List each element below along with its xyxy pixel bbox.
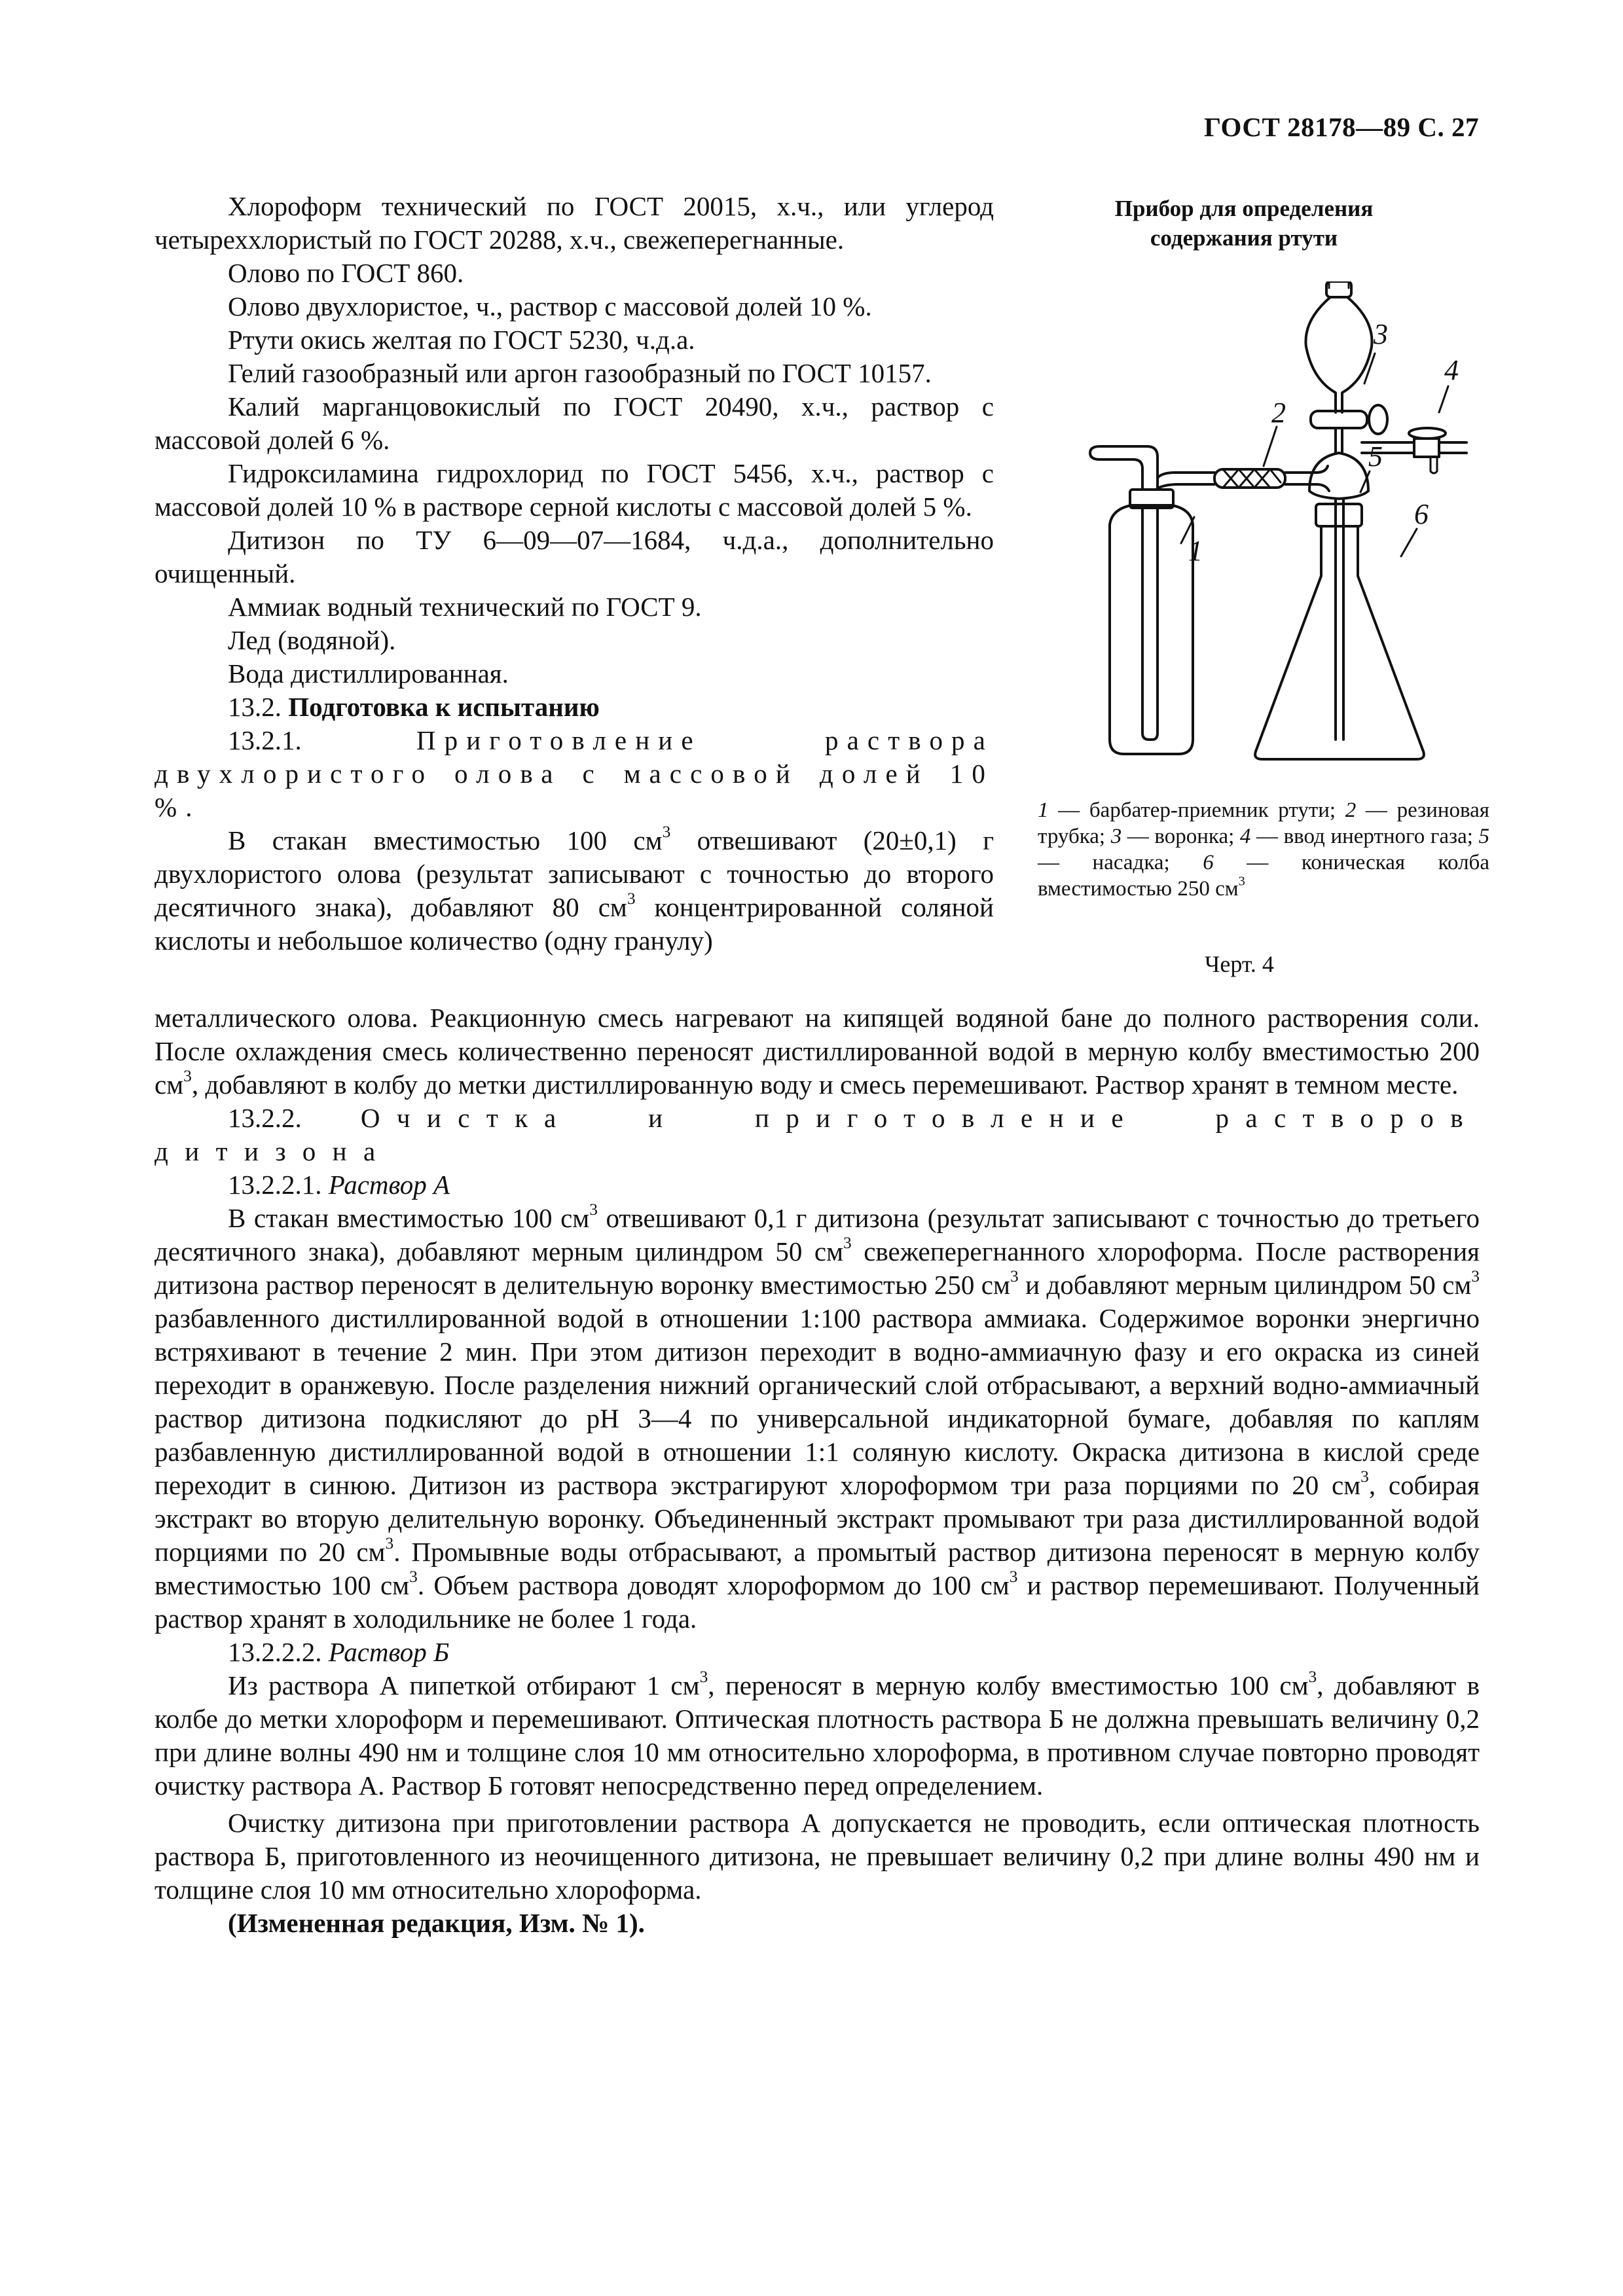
paragraph-solution-a: В стакан вместимостью 100 $см^3$ отвешивают 0,1 г дитизона (результат записывают с точностью до третьего десятичного знака), добавляют мерным цилиндром 50 $см^3$ свежеперегнанного хлороформа. После растворения дитизона раствор переносят в делительную воронку вместимостью 250 $см^3$ и добавляют мерным цилиндром 50 $см^3$ разбавленного дистиллированной водой в отношении 1:100 раствора аммиака. Содержимое воронки энергично встряхивают в течение 2 мин. При этом дитизон переходит в водно-аммиачную фазу и его окраска из синей переходит в оранжевую. После разделения нижний органический слой отбрасывают, а верхний водно-аммиачный раствор дитизона подкисляют до pH 3—4 по универсальной индикаторной бумаге, добавляя по каплям разбавленную дистиллированной водой в отношении 1:1 соляную кислоту. Окраска дитизона в кислой среде переходит в синюю. Дитизон из раствора экстрагируют хлороформом три раза порциями по 20 $см^3$, собирая экстракт во вторую делительную воронку. Объединенный экстракт промывают три раза дистиллированной водой порциями по 20 $см^3$. Промывные воды отбрасывают, а промытый раствор дитизона переносят в мерную колбу вместимостью 100 $см^3$. Объем раствора доводят хлороформом до 100 $см^3$ и раствор перемешивают. Полученный раствор хранят в холодильнике не более 1 года. [155,1200,1480,1634]
section-number: 13.2.2. [228,1103,302,1133]
section-13-2-heading [155,691,994,724]
paragraph-solution-b: Из раствора А пипеткой отбирают 1 $см^3$, переносят в мерную колбу вместимостью 100 $см^3$, добавляют в колбе до метки хлороформ и перемешивают. Оптическая плотность раствора Б не должна превышать величину 0,2 при длине волны 490 нм и толщине слоя 10 мм относительно хлороформа, в противном случае повторно проводят очистку раствора А. Раствор Б готовят непосредственно перед определением. [155,1667,1480,1801]
section-title-spaced: Очистка и приготовление растворов дитизона [155,1103,1480,1166]
reagent-paragraph: Вода дистиллированная. [228,658,509,689]
section-number: 13.2.2.2. [228,1637,322,1667]
section-title: Раствор Б [328,1637,450,1667]
section-title: Подготовка к испытанию [288,692,600,722]
reagent-paragraph: Олово по ГОСТ 860. [228,258,464,288]
reagent-paragraph: Олово двухлористое, ч., раствор с массовой долей 10 %. [228,291,872,321]
page-header: ГОСТ 28178—89 С. 27 [1203,112,1479,142]
apparatus-figure [1048,281,1499,792]
paragraph-note: Очистку дитизона при приготовлении раствора А допускается не проводить, если оптическая плотность раствора Б, приготовленного из неочищенного дитизона, не превышает величину 0,2 при длине волны 490 нм и толщине слоя 10 мм относительно хлороформа. [155,1808,1480,1905]
reagent-paragraph: Аммиак водный технический по ГОСТ 9. [228,592,702,622]
section-number: 13.2.1. [228,725,302,755]
reagent-paragraph: Хлороформ технический по ГОСТ 20015, х.ч., или углерод четыреххлористый по ГОСТ 20288, х.ч., свежеперегнанные. [155,191,994,255]
section-number: 13.2. [228,692,282,722]
reagent-paragraph: Гидроксиламина гидрохлорид по ГОСТ 5456, х.ч., раствор с массовой долей 10 % в растворе серной кислоты с массовой долей 5 %. [155,458,994,522]
label-1: 1 [1188,535,1203,567]
amendment-note: (Измененная редакция, Изм. № 1). [228,1908,645,1938]
section-number: 13.2.2.1. [228,1170,322,1200]
adapter-5 [1309,453,1368,526]
section-13-2-2-2-heading [155,1636,1480,1669]
label-4: 4 [1444,354,1459,386]
section-title: Раствор А [328,1170,450,1200]
apparatus-drawing [1048,281,1499,792]
reagent-paragraph: Ртути окись желтая по ГОСТ 5230, ч.д.а. [228,325,695,355]
full-width-body [155,1001,1480,1940]
section-13-2-1-heading [155,724,994,824]
label-2: 2 [1271,397,1286,429]
reagent-paragraph: Дитизон по ТУ 6—09—07—1684, ч.д.а., дополнительно очищенный. [155,525,994,588]
figure-title: Прибор для определения содержания ртути [1114,196,1374,251]
label-6: 6 [1414,498,1429,530]
figure-caption: Черт. 4 [1205,951,1274,977]
bubbler-1 [1090,446,1214,754]
reagent-paragraph: Гелий газообразный или аргон газообразный по ГОСТ 10157. [228,358,932,388]
reagent-paragraph: Лед (водяной). [228,625,396,655]
figure-legend: 1 — барбатер-приемник ртути; 2 — резиновая трубка; 3 — воронка; 4 — ввод инертного газа; 5 — насадка; 6 — коническая колба вместимостью 250 $см^3$ [1038,798,1490,901]
label-5: 5 [1368,440,1383,473]
left-column [155,190,994,958]
paragraph-13-2-1-continued: металлического олова. Реакционную смесь нагревают на кипящей водяной бане до полного растворения соли. После охлаждения смесь количественно переносят дистиллированной водой в мерную колбу вместимостью 200 $см^3$, добавляют в колбу до метки дистиллированную воду и смесь перемешивают. Раствор хранят в темном месте. [155,1003,1480,1100]
conical-flask-6 [1255,526,1424,759]
label-3: 3 [1374,318,1388,350]
funnel-3 [1305,281,1387,453]
section-title-spaced: Приготовление раствора двухлористого олова с массовой долей 10 %. [155,725,994,822]
section-13-2-2-heading [155,1102,1480,1168]
reagent-paragraph: Калий марганцовокислый по ГОСТ 20490, х.ч., раствор с массовой долей 6 %. [155,391,994,455]
section-13-2-2-1-heading [155,1168,1480,1202]
paragraph-13-2-1-start: В стакан вместимостью 100 $см^3$ отвешивают (20±0,1) г двухлористого олова (результат записывают с точностью до второго десятичного знака), добавляют 80 $см^3$ концентрированной соляной кислоты и небольшое количество (одну гранулу) [155,822,994,956]
